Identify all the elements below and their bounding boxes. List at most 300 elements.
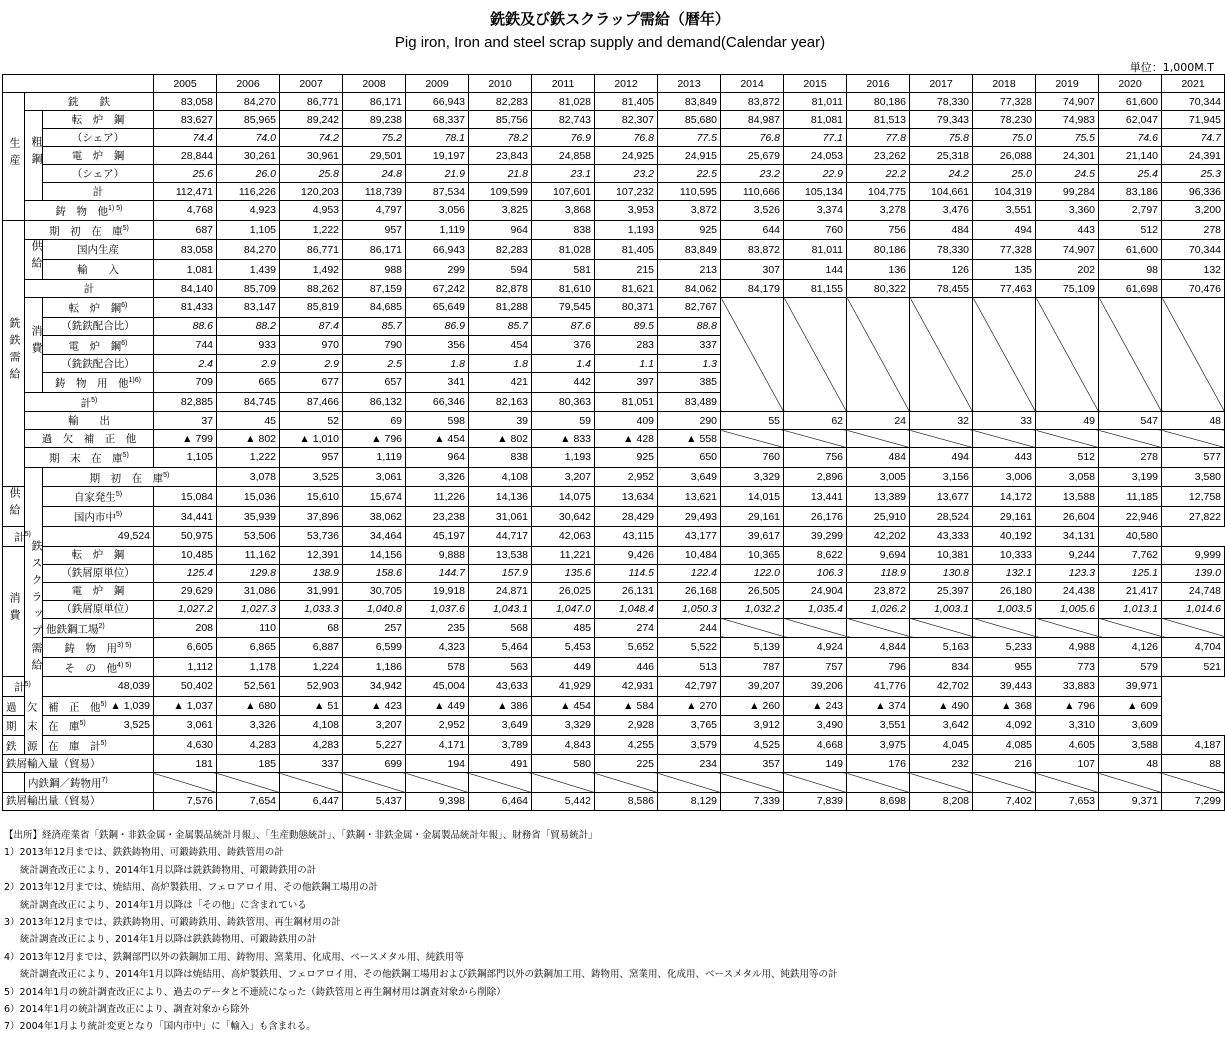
footnote-ref: 7): [101, 777, 108, 784]
year-header: 2016: [847, 75, 910, 93]
cell-s_dom: 22,946: [1099, 507, 1162, 527]
cell-s_adj: ▲ 374: [847, 696, 910, 716]
cell-empty-diag: [1162, 430, 1225, 448]
cell-p_pig: 70,344: [1162, 93, 1225, 111]
cell-g_dom: 74,907: [1036, 240, 1099, 260]
cell-s_open: 3,580: [1162, 467, 1225, 487]
cell-g_eaf_r: 1.3: [658, 355, 721, 373]
cell-imp: 48: [1099, 755, 1162, 773]
cell-g_dom: 86,771: [280, 240, 343, 260]
cell-p_bof: 79,343: [910, 111, 973, 129]
cell-s_open: 3,329: [721, 467, 784, 487]
cell-exp: 6,447: [280, 792, 343, 810]
cell-s_cast: 6,599: [343, 638, 406, 658]
cell-g_con_tot: 82,163: [469, 392, 532, 412]
cell-s_sup_tot: 49,524: [43, 527, 154, 547]
cell-stock: 4,085: [973, 735, 1036, 755]
cell-s_adj: ▲ 243: [784, 696, 847, 716]
year-header: 2013: [658, 75, 721, 93]
label-text: 国内生産: [77, 243, 119, 256]
cell-s_open: 3,649: [658, 467, 721, 487]
cell-p_pig: 61,600: [1099, 93, 1162, 111]
label-text: 計: [80, 397, 92, 409]
cell-g_bof_r: 88.2: [217, 317, 280, 335]
cell-s_open: 3,078: [217, 467, 280, 487]
footnote-ref: 5): [79, 720, 86, 727]
cell-s_close: 3,649: [469, 716, 532, 736]
cell-stock: 4,525: [721, 735, 784, 755]
cell-s_close: 3,326: [217, 716, 280, 736]
cell-stock: 4,668: [784, 735, 847, 755]
cell-s_cast: 6,865: [217, 638, 280, 658]
cell-s_dom: 27,822: [1162, 507, 1225, 527]
cell-s_self: 11,185: [1099, 487, 1162, 507]
cell-imp: 216: [973, 755, 1036, 773]
cell-s_bof_u: 158.6: [343, 564, 406, 582]
row-label-s_bof: [43, 546, 154, 564]
cell-s_self: 13,621: [658, 487, 721, 507]
section-label: 供給: [30, 240, 42, 274]
cell-s_con_tot: 34,942: [343, 677, 406, 697]
cell-p_total: 104,319: [973, 183, 1036, 201]
note-4: 4）2013年12月までは、鉄鋼部門以外の鉄鋼加工用、鋳物用、窯業用、化成用、ベースメタル用、純鉄用等: [4, 951, 464, 963]
label-text: （シェア）: [71, 131, 125, 144]
cell-s_open: 3,006: [973, 467, 1036, 487]
cell-imp: 580: [532, 755, 595, 773]
note-source: 【出所】経済産業省「鉄鋼・非鉄金属・金属製品統計月報」、「生産動態統計」、「鉄鋼・非鉄金属・金属製品統計年報」、財務省「貿易統計」: [4, 830, 598, 841]
cell-stock: 3,789: [469, 735, 532, 755]
note-1: 1）2013年12月までは、鉄鉄鋳物用、可鍛鋳鉄用、鋳鉄管用の計: [4, 847, 284, 859]
year-header: 2015: [784, 75, 847, 93]
year-header: 2008: [343, 75, 406, 93]
cell-s_dom: 25,910: [847, 507, 910, 527]
cell-s_self: 13,389: [847, 487, 910, 507]
note-2b: 統計調査改正により、2014年1月以降は「その他」に含まれている: [20, 899, 307, 911]
footnote-ref: 1) 5): [108, 205, 123, 212]
row-label-stock: [3, 735, 154, 755]
cell-imp: 176: [847, 755, 910, 773]
cell-empty-diag: [154, 773, 217, 793]
cell-g_bof_r: 87.6: [532, 317, 595, 335]
cell-s_other: 787: [721, 657, 784, 677]
cell-p_bof_sh: 78.2: [469, 129, 532, 147]
cell-s_eaf_u: 1,043.1: [469, 600, 532, 618]
cell-g_sup_tot: 61,698: [1099, 280, 1162, 298]
cell-g_adj: ▲ 802: [469, 430, 532, 448]
cell-g_sup_tot: 77,463: [973, 280, 1036, 298]
cell-s_open: 2,952: [595, 467, 658, 487]
cell-g_exp: 37: [154, 412, 217, 430]
row-label-s_other_w: [43, 618, 154, 638]
label-text: （銑鉄配合比）: [61, 357, 135, 370]
cell-p_eaf: 24,925: [595, 147, 658, 165]
cell-empty-diag: [658, 773, 721, 793]
row-label-exp: [3, 792, 154, 810]
cell-stock: 4,630: [154, 735, 217, 755]
year-header: 2019: [1036, 75, 1099, 93]
label-text: 転 炉 鋼: [68, 302, 122, 315]
footnote-ref: 5): [91, 396, 98, 404]
section-label: 鉄スクラップ需給: [30, 540, 42, 677]
cell-g_cast: 397: [595, 373, 658, 393]
cell-p_total: 107,601: [532, 183, 595, 201]
cell-g_adj: ▲ 1,010: [280, 430, 343, 448]
cell-s_eaf: 31,991: [280, 582, 343, 600]
cell-s_con_tot: 42,702: [910, 677, 973, 697]
cell-p_cast: 3,526: [721, 201, 784, 221]
year-header: 2009: [406, 75, 469, 93]
cell-g_eaf: 376: [532, 335, 595, 355]
cell-empty-diag: [973, 618, 1036, 638]
cell-p_pig: 81,028: [532, 93, 595, 111]
cell-s_self: 14,172: [973, 487, 1036, 507]
cell-g_con_tot: 84,745: [217, 392, 280, 412]
cell-s_eaf: 21,417: [1099, 582, 1162, 600]
cell-p_total: 105,134: [784, 183, 847, 201]
cell-p_pig: 78,330: [910, 93, 973, 111]
cell-p_bof_sh: 77.1: [784, 129, 847, 147]
cell-g_imp: 1,439: [217, 260, 280, 280]
unit-label: 単位：1,000M.T: [1129, 61, 1214, 74]
cell-s_dom: 34,441: [154, 507, 217, 527]
cell-s_open: 3,207: [532, 467, 595, 487]
footnote-ref: 3) 5): [117, 642, 132, 649]
row-label-s_other: [43, 657, 154, 677]
cell-g_imp: 132: [1162, 260, 1225, 280]
cell-s_self: 14,015: [721, 487, 784, 507]
cell-s_bof: 7,762: [1099, 546, 1162, 564]
cell-imp: 181: [154, 755, 217, 773]
cell-g_cast: 341: [406, 373, 469, 393]
cell-p_total: 96,336: [1162, 183, 1225, 201]
section-scrap_supply: [3, 487, 25, 527]
cell-s_eaf_u: 1,014.6: [1162, 600, 1225, 618]
cell-exp: 7,402: [973, 792, 1036, 810]
cell-s_sup_tot: 40,580: [1099, 527, 1162, 547]
cell-p_bof_sh: 75.2: [343, 129, 406, 147]
cell-s_close: 3,061: [154, 716, 217, 736]
cell-g_close: 512: [1036, 448, 1099, 468]
cell-g_open: 1,105: [217, 220, 280, 240]
cell-empty-diag: [847, 430, 910, 448]
cell-s_sup_tot: 50,975: [154, 527, 217, 547]
cell-p_bof_sh: 74.7: [1162, 129, 1225, 147]
section-production: [3, 93, 25, 221]
cell-s_open: 3,061: [343, 467, 406, 487]
cell-g_eaf_r: 1.4: [532, 355, 595, 373]
cell-g_open: 957: [343, 220, 406, 240]
year-header: 2021: [1162, 75, 1225, 93]
cell-p_eaf_sh: 24.8: [343, 165, 406, 183]
cell-s_cast: 4,126: [1099, 638, 1162, 658]
cell-p_bof: 83,627: [154, 111, 217, 129]
cell-s_bof_u: 123.3: [1036, 564, 1099, 582]
label-text: 鉄 源 在 庫 計: [6, 740, 101, 752]
cell-p_bof_sh: 75.0: [973, 129, 1036, 147]
cell-s_bof_u: 114.5: [595, 564, 658, 582]
cell-g_exp: 39: [469, 412, 532, 430]
cell-p_eaf_sh: 24.2: [910, 165, 973, 183]
cell-exp: 9,371: [1099, 792, 1162, 810]
cell-g_close: 650: [658, 448, 721, 468]
row-label-imp: [3, 755, 154, 773]
cell-s_con_tot: 39,971: [1099, 677, 1162, 697]
cell-s_self: 13,588: [1036, 487, 1099, 507]
section-pig_iron_supply_demand: [3, 220, 25, 487]
cell-s_eaf: 29,629: [154, 582, 217, 600]
label-text: 計: [92, 185, 104, 198]
cell-s_other_w: 274: [595, 618, 658, 638]
cell-p_total: 116,226: [217, 183, 280, 201]
cell-g_dom: 83,872: [721, 240, 784, 260]
cell-s_bof: 13,538: [469, 546, 532, 564]
cell-p_bof: 68,337: [406, 111, 469, 129]
cell-s_bof: 9,888: [406, 546, 469, 564]
cell-g_bof_r: 87.4: [280, 317, 343, 335]
cell-empty-diag: [1036, 618, 1099, 638]
cell-s_eaf_u: 1,005.6: [1036, 600, 1099, 618]
cell-g_close: 1,222: [217, 448, 280, 468]
cell-empty-diag: [847, 298, 910, 412]
label-text: 自家発生: [73, 491, 116, 504]
cell-s_other: 1,178: [217, 657, 280, 677]
cell-g_eaf_r: 2.5: [343, 355, 406, 373]
cell-g_con_tot: 87,466: [280, 392, 343, 412]
cell-s_adj: ▲ 51: [280, 696, 343, 716]
cell-s_adj: ▲ 680: [217, 696, 280, 716]
cell-exp: 5,442: [532, 792, 595, 810]
cell-g_exp: 24: [847, 412, 910, 430]
note-3b: 統計調査改正により、2014年1月以降は鉄鉄鋳物用、可鍛鋳鉄用の計: [20, 934, 317, 946]
cell-g_dom: 80,186: [847, 240, 910, 260]
cell-g_close: 484: [847, 448, 910, 468]
cell-s_adj: ▲ 1,037: [154, 696, 217, 716]
cell-s_cast: 4,704: [1162, 638, 1225, 658]
cell-p_cast: 4,797: [343, 201, 406, 221]
cell-s_eaf_u: 1,048.4: [595, 600, 658, 618]
cell-s_other_w: 208: [154, 618, 217, 638]
cell-g_exp: 59: [532, 412, 595, 430]
cell-g_imp: 581: [532, 260, 595, 280]
label-text: 電 炉 鋼: [68, 340, 122, 352]
cell-s_close: 3,207: [343, 716, 406, 736]
cell-exp: 7,653: [1036, 792, 1099, 810]
cell-empty-diag: [721, 618, 784, 638]
cell-s_close: 3,310: [1036, 716, 1099, 736]
cell-s_adj: ▲ 609: [1099, 696, 1162, 716]
footnotes: [4, 827, 838, 1036]
year-header: 2020: [1099, 75, 1162, 93]
cell-g_eaf_r: 2.4: [154, 355, 217, 373]
row-label-g_dom: [43, 240, 154, 260]
cell-s_dom: 30,642: [532, 507, 595, 527]
cell-p_pig: 81,011: [784, 93, 847, 111]
cell-g_sup_tot: 84,062: [658, 280, 721, 298]
cell-s_close: 2,952: [406, 716, 469, 736]
cell-s_bof: 10,484: [658, 546, 721, 564]
row-label-g_exp: [25, 412, 154, 430]
note-4b: 統計調査改正により、2014年1月以降は焼結用、高炉製鉄用、フェロアロイ用、その他鉄鋼工場用および鉄鋼部門以外の鉄鋼加工用、鋳物用、窯業用、化成用、ベースメタル用、純鉄用等の計: [20, 969, 838, 981]
cell-g_dom: 66,943: [406, 240, 469, 260]
row-label-s_bof_u: [43, 564, 154, 582]
cell-empty-diag: [721, 298, 784, 412]
cell-p_cast: 3,872: [658, 201, 721, 221]
cell-s_other: 1,224: [280, 657, 343, 677]
cell-s_close: 3,551: [847, 716, 910, 736]
label-text: 計: [14, 681, 25, 694]
cell-s_self: 15,084: [154, 487, 217, 507]
cell-p_eaf: 24,391: [1162, 147, 1225, 165]
cell-g_open: 838: [532, 220, 595, 240]
cell-g_sup_tot: 81,610: [532, 280, 595, 298]
row-label-g_close: [25, 448, 154, 468]
cell-g_sup_tot: 80,322: [847, 280, 910, 298]
cell-g_sup_tot: 84,179: [721, 280, 784, 298]
cell-g_close: 838: [469, 448, 532, 468]
cell-p_total: 107,232: [595, 183, 658, 201]
cell-g_eaf: 356: [406, 335, 469, 355]
cell-s_close: 3,329: [532, 716, 595, 736]
cell-s_other: 757: [784, 657, 847, 677]
row-label-p_bof_sh: [43, 129, 154, 147]
cell-g_exp: 52: [280, 412, 343, 430]
cell-empty-diag: [1099, 298, 1162, 412]
cell-empty-diag: [847, 773, 910, 793]
cell-g_sup_tot: 82,878: [469, 280, 532, 298]
cell-p_bof: 81,513: [847, 111, 910, 129]
year-header: 2007: [280, 75, 343, 93]
cell-s_eaf: 24,871: [469, 582, 532, 600]
cell-s_bof_u: 139.0: [1162, 564, 1225, 582]
label-text: 鋳 物 用: [64, 642, 118, 655]
cell-g_dom: 83,058: [154, 240, 217, 260]
cell-s_other: 955: [973, 657, 1036, 677]
cell-g_dom: 86,171: [343, 240, 406, 260]
cell-empty-diag: [784, 773, 847, 793]
year-header: 2006: [217, 75, 280, 93]
cell-s_bof: 10,485: [154, 546, 217, 564]
cell-s_other_w: 568: [469, 618, 532, 638]
cell-g_open: 687: [154, 220, 217, 240]
note-3: 3）2013年12月までは、鉄鉄鋳物用、可鍛鋳鉄用、鋳鉄管用、再生鋼材用の計: [4, 917, 341, 929]
cell-p_total: 120,203: [280, 183, 343, 201]
cell-g_adj: ▲ 796: [343, 430, 406, 448]
cell-s_sup_tot: 53,736: [280, 527, 343, 547]
cell-s_con_tot: 39,207: [721, 677, 784, 697]
cell-g_open: 443: [1036, 220, 1099, 240]
cell-stock: 4,283: [217, 735, 280, 755]
cell-s_close: 4,108: [280, 716, 343, 736]
cell-s_eaf: 23,872: [847, 582, 910, 600]
cell-g_bof: 84,685: [343, 298, 406, 318]
cell-s_adj: ▲ 260: [721, 696, 784, 716]
cell-s_self: 14,075: [532, 487, 595, 507]
cell-stock: 4,605: [1036, 735, 1099, 755]
cell-p_pig: 66,943: [406, 93, 469, 111]
cell-s_sup_tot: 43,115: [595, 527, 658, 547]
cell-s_eaf_u: 1,027.2: [154, 600, 217, 618]
row-label-s_close: [3, 716, 86, 736]
cell-s_dom: 28,524: [910, 507, 973, 527]
cell-g_close: 957: [280, 448, 343, 468]
cell-g_dom: 61,600: [1099, 240, 1162, 260]
cell-p_eaf_sh: 22.2: [847, 165, 910, 183]
cell-g_dom: 82,283: [469, 240, 532, 260]
footnote-ref: 5): [115, 511, 123, 519]
cell-g_con_tot: 86,132: [343, 392, 406, 412]
cell-p_cast: 3,868: [532, 201, 595, 221]
cell-g_sup_tot: 81,155: [784, 280, 847, 298]
cell-s_open: 2,896: [784, 467, 847, 487]
cell-g_eaf_r: 2.9: [280, 355, 343, 373]
cell-g_close: 278: [1099, 448, 1162, 468]
cell-s_dom: 38,062: [343, 507, 406, 527]
cell-s_bof_u: 130.8: [910, 564, 973, 582]
cell-p_bof: 89,242: [280, 111, 343, 129]
cell-p_eaf: 24,301: [1036, 147, 1099, 165]
label-text: 期 末 在 庫: [6, 720, 80, 733]
cell-exp: 8,129: [658, 792, 721, 810]
cell-s_con_tot: 41,776: [847, 677, 910, 697]
cell-p_eaf: 30,261: [217, 147, 280, 165]
cell-exp: 7,654: [217, 792, 280, 810]
cell-empty-diag: [1162, 298, 1225, 412]
cell-g_imp: 135: [973, 260, 1036, 280]
cell-p_total: 104,661: [910, 183, 973, 201]
row-label-p_total: [43, 183, 154, 201]
cell-p_cast: 4,768: [154, 201, 217, 221]
cell-p_cast: 3,278: [847, 201, 910, 221]
cell-s_self: 13,677: [910, 487, 973, 507]
cell-s_adj: ▲ 386: [469, 696, 532, 716]
cell-p_eaf: 30,961: [280, 147, 343, 165]
cell-imp: 232: [910, 755, 973, 773]
row-label-g_cast: [43, 373, 154, 393]
cell-s_con_tot: 41,929: [532, 677, 595, 697]
row-label-p_cast: [25, 201, 154, 221]
row-label-s_dom: [43, 507, 154, 527]
cell-g_con_tot: 82,885: [154, 392, 217, 412]
cell-g_sup_tot: 88,262: [280, 280, 343, 298]
cell-g_cast: 709: [154, 373, 217, 393]
cell-p_total: 83,186: [1099, 183, 1162, 201]
footnote-ref: 5): [24, 531, 31, 538]
cell-imp: 225: [595, 755, 658, 773]
cell-s_close: 4,092: [973, 716, 1036, 736]
cell-g_open: 756: [847, 220, 910, 240]
cell-empty-diag: [217, 773, 280, 793]
footnote-ref: 5): [100, 739, 107, 747]
cell-g_eaf: 970: [280, 335, 343, 355]
cell-s_close: 3,765: [658, 716, 721, 736]
cell-s_bof: 10,365: [721, 546, 784, 564]
cell-s_eaf_u: 1,027.3: [217, 600, 280, 618]
cell-imp: 88: [1162, 755, 1225, 773]
cell-g_bof_r: 88.6: [154, 317, 217, 335]
row-label-g_eaf_r: [43, 355, 154, 373]
cell-s_eaf: 25,397: [910, 582, 973, 600]
cell-s_adj: ▲ 423: [343, 696, 406, 716]
section-scrap_consumption: [3, 546, 25, 677]
cell-imp: 234: [658, 755, 721, 773]
cell-empty-diag: [1099, 430, 1162, 448]
cell-empty-diag: [1036, 298, 1099, 412]
cell-s_sup_tot: 34,464: [343, 527, 406, 547]
label-text: 過 欠 補 正 他: [41, 432, 137, 445]
cell-p_cast: 4,953: [280, 201, 343, 221]
cell-s_adj: ▲ 270: [658, 696, 721, 716]
cell-g_dom: 84,270: [217, 240, 280, 260]
